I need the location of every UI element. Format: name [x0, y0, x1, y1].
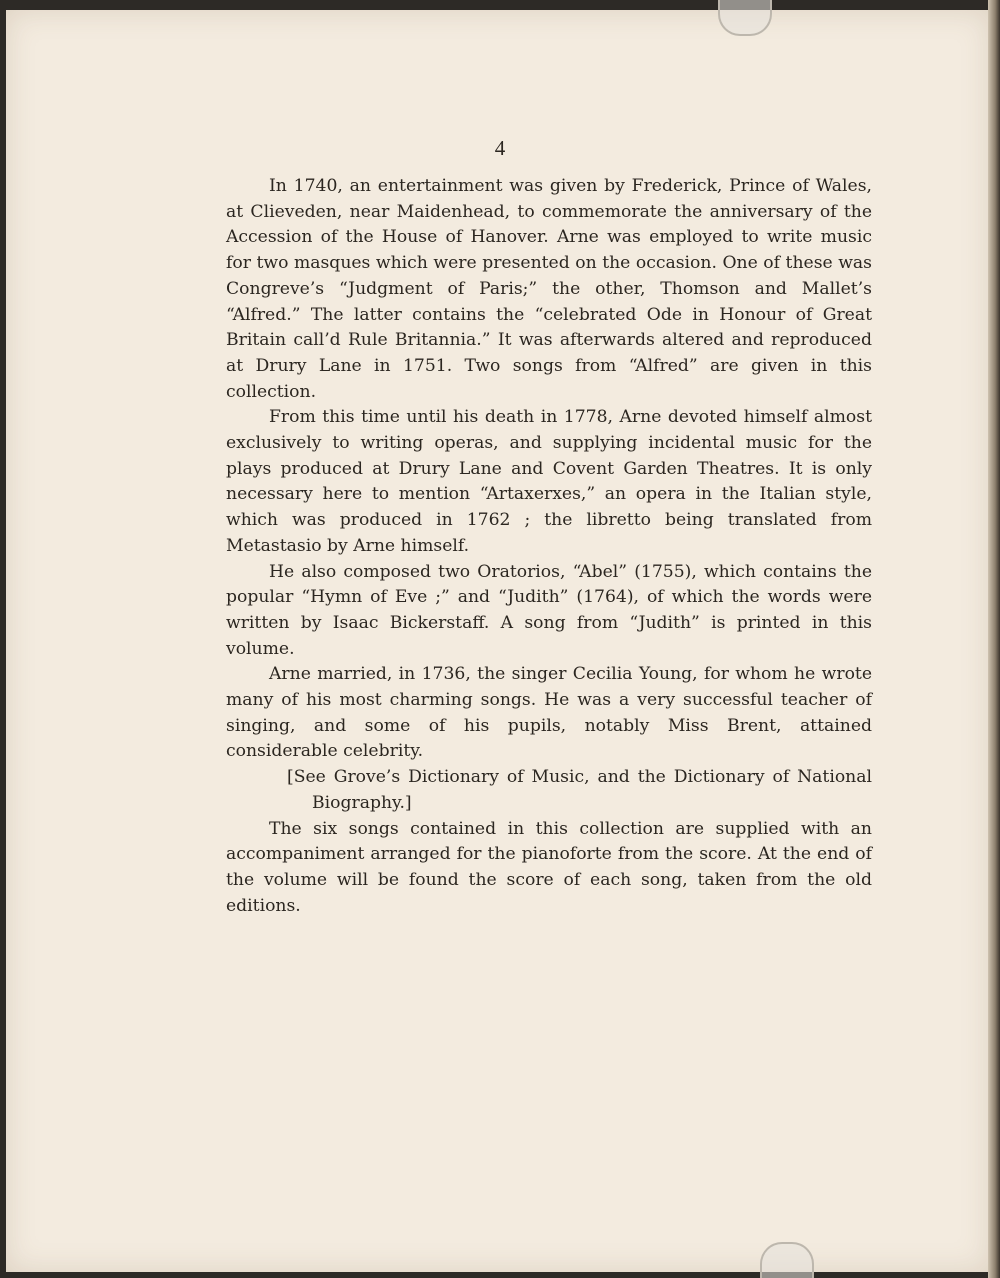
reference-note: [See Grove’s Dictionary of Music, and the Dictionary of National Biography.]	[287, 767, 872, 813]
page-clip-bottom	[760, 1242, 814, 1278]
book-spine-edge	[988, 0, 1000, 1278]
paragraph-closing: The six songs contained in this collection are supplied with an accompaniment arranged for the pianoforte from the score. At the end of the volume will be found the score of each song, taken from the old editions.	[226, 818, 872, 916]
body-text	[226, 174, 872, 919]
paragraph-3: He also composed two Oratorios, “Abel” (1755), which contains the popular “Hymn of Eve ;” and “Judith” (1764), of which the words were written by Isaac Bickerstaff. A song from “Judith” is printed in this volume.	[226, 561, 872, 659]
paragraph-4: Arne married, in 1736, the singer Cecilia Young, for whom he wrote many of his most charming songs. He was a very successful teacher of singing, and some of his pupils, notably Miss Brent, attained considerable celebrity.	[226, 664, 872, 762]
page-clip-top	[718, 0, 772, 36]
page-number: 4	[494, 136, 506, 160]
paragraph-1: In 1740, an entertainment was given by Frederick, Prince of Wales, at Clieveden, near Maidenhead, to commemorate the anniversary of the Accession of the House of Hanover. Arne was employed to write music for two masques which were presented on the occasion. One of these was Congreve’s “Judgment of Paris;” the other, Thomson and Mallet’s “Alfred.” The latter contains the “celebrated Ode in Honour of Great Britain call’d Rule Britannia.” It was afterwards altered and reproduced at Drury Lane in 1751. Two songs from “Alfred” are given in this collection.	[226, 176, 872, 402]
paragraph-2: From this time until his death in 1778, Arne devoted himself almost exclusively to writing operas, and supplying incidental music for the plays produced at Drury Lane and Covent Garden Theatres. It is only necessary here to mention “Artaxerxes,” an opera in the Italian style, which was produced in 1762 ; the libretto being translated from Metastasio by Arne himself.	[226, 407, 872, 556]
